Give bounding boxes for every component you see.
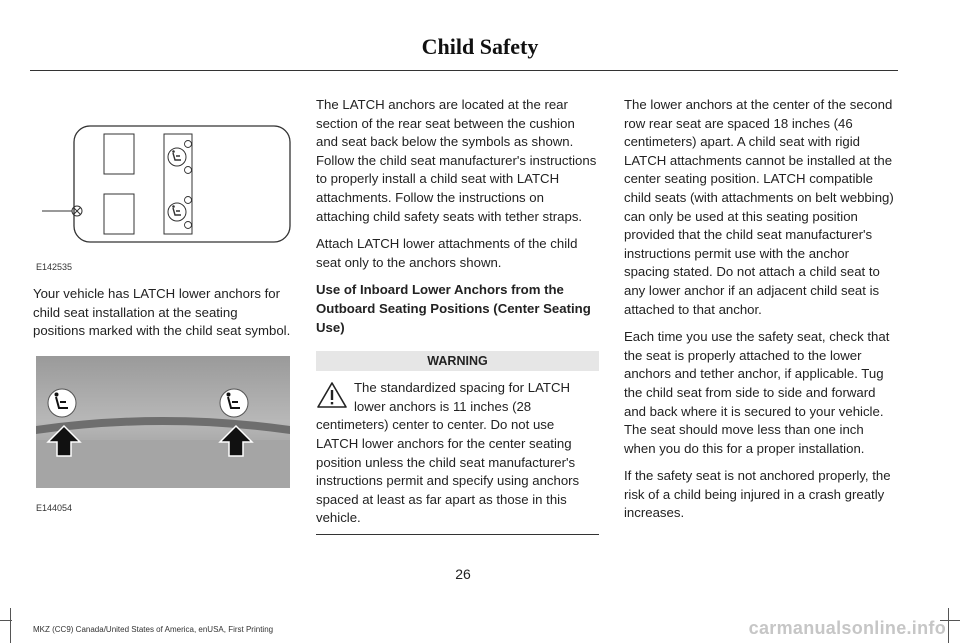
- warning-box: [316, 379, 599, 535]
- watermark-text: carmanualsonline.info: [748, 618, 946, 638]
- figure-code: E142535: [36, 262, 73, 272]
- crop-mark: [10, 608, 11, 643]
- warning-triangle-icon: [316, 381, 348, 409]
- rear-seat-anchors-photo: [36, 356, 290, 488]
- child-seat-symbol-icon: [168, 148, 186, 166]
- section-subheading: Use of Inboard Lower Anchors from the Outboard Seating Positions (Center Seating Use): [316, 282, 591, 335]
- paragraph: The lower anchors at the center of the second row rear seat are spaced 18 inches (46 centimeters) apart. A child seat with rigid LATCH attachments cannot be installed at the center seating position. LATCH compatible child seats (with attachments on belt webbing) can only be used at this seating position provided that the child seat manufacturer's instructions permit use with the anchor spacing stated. Do not attach a child seat to any lower anchor if an adjacent child seat is attached to that anchor.: [624, 97, 894, 317]
- warning-label: WARNING: [316, 351, 599, 371]
- crop-mark: [948, 608, 949, 643]
- paragraph: If the safety seat is not anchored properly, the risk of a child being injured in a crash greatly increases.: [624, 468, 891, 521]
- page-number: 26: [455, 566, 471, 582]
- crop-mark: [0, 620, 12, 621]
- child-seat-symbol-icon: [48, 389, 76, 417]
- page-header-title: Child Safety: [421, 34, 539, 59]
- child-seat-symbol-icon: [220, 389, 248, 417]
- child-seat-symbol-icon: [168, 203, 186, 221]
- footer-text: MKZ (CC9) Canada/United States of America, enUSA, First Printing: [33, 625, 274, 634]
- paragraph: Each time you use the safety seat, check that the seat is properly attached to the lower anchors and tether anchor, if applicable. Tug the child seat from side to side and forward and back where it is secured to your vehicle. The seat should move less than one inch when you do this for a proper installation.: [624, 329, 890, 456]
- figure-code: E144054: [36, 503, 73, 513]
- paragraph: Your vehicle has LATCH lower anchors for child seat installation at the seating positions marked with the child seat symbol.: [33, 286, 291, 339]
- vehicle-seat-diagram: [36, 118, 294, 248]
- warning-divider: [316, 534, 599, 535]
- paragraph: The LATCH anchors are located at the rear section of the rear seat between the cushion and seat back below the symbols as shown. Follow the child seat manufacturer's instructions to properly install a child seat with LATCH attachments. Follow the instructions on attaching child safety seats with tether straps.: [316, 97, 597, 224]
- paragraph: Attach LATCH lower attachments of the child seat only to the anchors shown.: [316, 236, 578, 270]
- header-divider: [30, 70, 898, 71]
- column-2: [316, 96, 599, 535]
- column-3: [624, 96, 896, 532]
- warning-text: The standardized spacing for LATCH lower anchors is 11 inches (28 centimeters) center to center. Do not use LATCH lower anchors for the center seating position unless the child seat manufacturer's instructions permit and specify using anchors spaced at least as far apart as those in this vehicle.: [316, 380, 580, 526]
